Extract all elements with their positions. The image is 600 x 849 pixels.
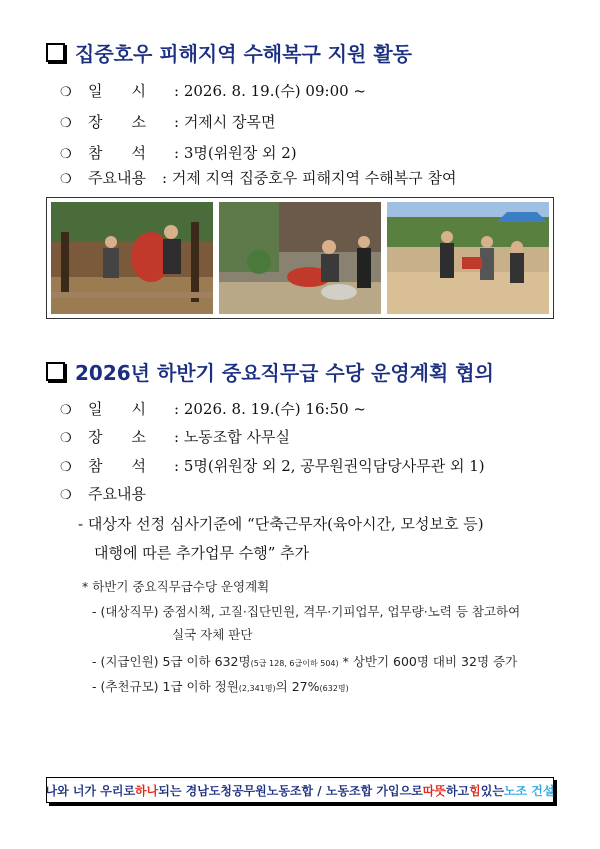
section2-row-content: [60, 483, 146, 504]
note2-breakdown: (5급 128, 6급이하 504): [250, 659, 339, 668]
section1-row-date: ❍ 일 시 : 2026. 8. 19.(수) 09:00 ~: [60, 82, 366, 100]
label: 주요내용: [88, 485, 146, 503]
section2-row-date: ❍ 일 시 : 2026. 8. 19.(수) 16:50 ~: [60, 400, 366, 418]
value: : 2026. 8. 19.(수) 16:50 ~: [174, 400, 366, 418]
note3-count: (632명): [319, 684, 349, 693]
note2-text-a: - (지급인원) 5급 이하 632명: [92, 654, 251, 669]
section1-row-attendees: ❍ 참 석 : 3명(위원장 외 2): [60, 144, 297, 162]
slogan-part5: 하고: [445, 783, 470, 798]
photo-flood-recovery-3: [387, 202, 549, 314]
slogan-strength: 힘: [469, 783, 481, 798]
checkbox-square-icon: [46, 43, 65, 62]
section1-heading: [46, 38, 412, 67]
circle-bullet-icon: ❍: [60, 147, 72, 162]
note3-text-b: 의 27%: [275, 679, 320, 694]
slogan-part7: 있는: [480, 783, 504, 798]
slogan-part3: 되는 경남도청공무원노동조합 / 노동조합 가입으로: [158, 783, 423, 798]
circle-bullet-icon: ❍: [60, 488, 72, 503]
photo-flood-recovery-1: [51, 202, 213, 314]
slogan-one: 하나: [135, 783, 159, 798]
value: : 2026. 8. 19.(수) 09:00 ~: [174, 82, 366, 100]
circle-bullet-icon: ❍: [60, 85, 72, 100]
value: : 3명(위원장 외 2): [174, 144, 297, 162]
slogan-part1: 나와 너가 우리로: [45, 783, 136, 798]
value: : 5명(위원장 외 2, 공무원권익담당사무관 외 1): [174, 457, 485, 475]
circle-bullet-icon: ❍: [60, 403, 72, 418]
photo-strip: [46, 197, 554, 319]
label: 주요내용: [88, 169, 146, 187]
section2-heading: [46, 357, 494, 386]
section1-row-place: ❍ 장 소 : 거제시 장목면: [60, 113, 276, 131]
section2-row-attendees: ❍ 참 석 : 5명(위원장 외 2, 공무원권익담당사무관 외 1): [60, 457, 485, 475]
circle-bullet-icon: ❍: [60, 172, 72, 187]
note3-line: [92, 677, 349, 695]
note2-line: [92, 652, 517, 670]
section2-title: 2026년 하반기 중요직무급 수당 운영계획 협의: [75, 361, 494, 385]
checkbox-square-icon: [46, 362, 65, 381]
slogan-union-build: 노조 건설: [503, 783, 555, 798]
label: 일: [88, 82, 103, 100]
photo-flood-recovery-2: [219, 202, 381, 314]
detail-line-2: 대행에 따른 추가업무 수행” 추가: [94, 544, 310, 562]
section1-row-content: [60, 167, 456, 188]
value: : 노동조합 사무실: [174, 428, 291, 446]
note3-quota: (2,341명): [238, 684, 276, 693]
note1-line1: - (대상직무) 중점시책, 고질·집단민원, 격무·기피업무, 업무량·노력 등 참고하여: [92, 604, 521, 619]
note2-text-b: * 상반기 600명 대비 32명 증가: [338, 654, 518, 669]
circle-bullet-icon: ❍: [60, 431, 72, 446]
note-title: * 하반기 중요직무급수당 운영계획: [82, 579, 270, 594]
slogan-warm: 따뜻: [422, 783, 446, 798]
circle-bullet-icon: ❍: [60, 460, 72, 475]
section2-row-place: ❍ 장 소 : 노동조합 사무실: [60, 428, 291, 446]
section1-title: 집중호우 피해지역 수해복구 지원 활동: [75, 42, 412, 66]
detail-line-1: - 대상자 선정 심사기준에 “단축근무자(육아시간, 모성보호 등): [78, 515, 484, 533]
circle-bullet-icon: ❍: [60, 116, 72, 131]
note3-text-a: - (추천규모) 1급 이하 정원: [92, 679, 239, 694]
value: : 거제시 장목면: [174, 113, 276, 131]
union-slogan-banner: [46, 777, 554, 803]
value: : 거제 지역 집중호우 피해지역 수해복구 참여: [162, 169, 457, 187]
note1-line2: 실국 자체 판단: [172, 627, 253, 642]
